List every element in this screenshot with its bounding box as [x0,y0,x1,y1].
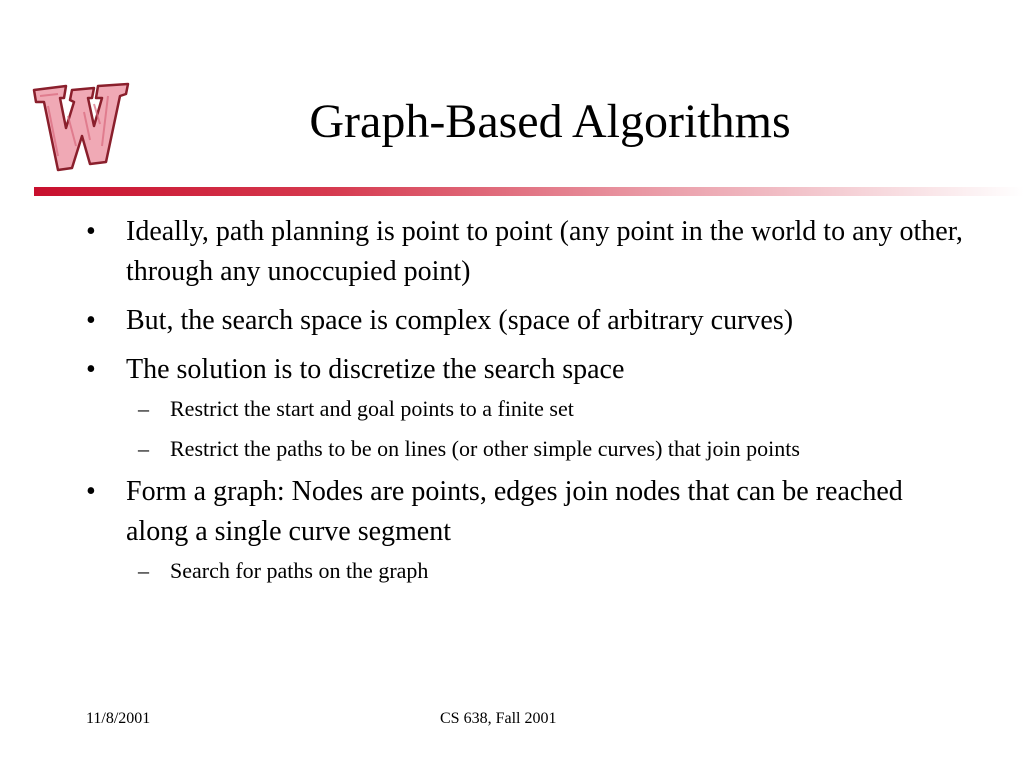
sub-list-container [86,392,966,466]
wisconsin-w-logo-icon [28,76,132,176]
list-item [86,301,966,341]
sub-item-text: Restrict the paths to be on lines (or other simple curves) that join points [170,436,800,461]
sub-item-text: Restrict the start and goal points to a finite set [170,396,574,421]
sub-list-item [86,392,966,426]
footer-course: CS 638, Fall 2001 [440,710,557,727]
list-item [86,350,966,390]
list-item [86,472,966,552]
dash-marker: – [138,558,149,583]
dash-marker: – [138,436,149,461]
title-divider [34,187,1024,196]
bullet-marker: • [86,354,96,385]
sub-list-item [86,554,966,588]
bullet-marker: • [86,305,96,336]
bullet-marker: • [86,216,96,247]
sub-list [86,392,966,466]
footer-date: 11/8/2001 [86,710,151,727]
bullet-text: The solution is to discretize the search space [126,354,625,385]
bullet-text: Form a graph: Nodes are points, edges join nodes that can be reached along a single curve segment [126,476,903,547]
page-title: Graph-Based Algorithms [309,95,791,148]
sub-item-text: Search for paths on the graph [170,558,429,583]
bullet-text: Ideally, path planning is point to point (any point in the world to any other, through any unoccupied point) [126,216,963,287]
dash-marker: – [138,396,149,421]
sub-list-container [86,554,966,588]
sub-list-item [86,432,966,466]
sub-list [86,554,966,588]
bullet-text: But, the search space is complex (space of arbitrary curves) [126,305,794,336]
bullet-list [86,212,966,594]
bullet-marker: • [86,476,96,507]
list-item [86,212,966,292]
